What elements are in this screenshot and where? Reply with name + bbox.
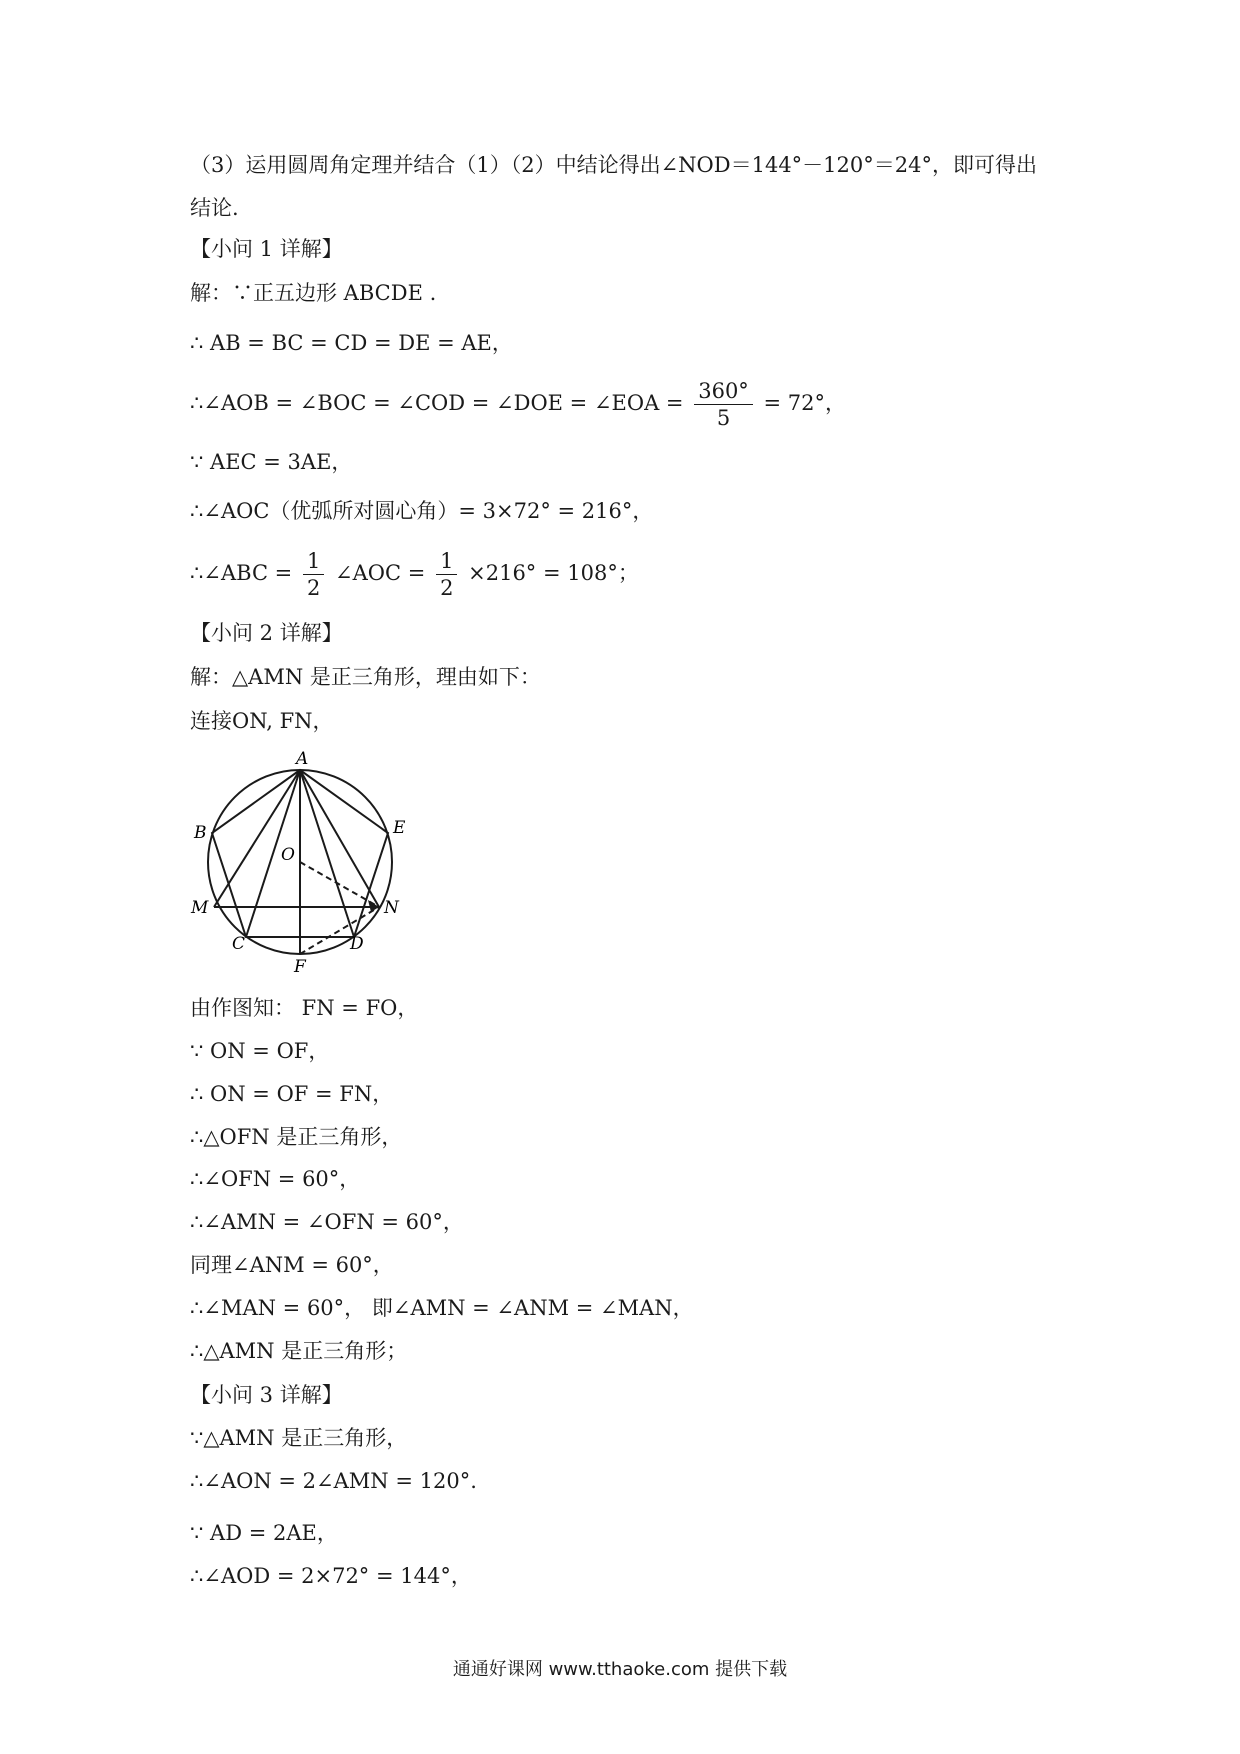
label-o: O: [281, 845, 295, 865]
text-line: ∵△AMN 是正三角形，: [190, 1426, 408, 1450]
fraction-numerator: 1: [303, 548, 324, 575]
equation-text: ∴∠AOB = ∠BOC = ∠COD = ∠DOE = ∠EOA =: [190, 391, 684, 415]
text-line: ∵ AEC = 3AE，: [190, 450, 353, 474]
geometry-figure: [185, 750, 415, 975]
text-line: ∴ AB = BC = CD = DE = AE，: [190, 331, 513, 355]
text-line: 同理∠ANM = 60°，: [190, 1253, 394, 1277]
equation-line: [190, 545, 639, 601]
section-heading: 【小问 2 详解】: [190, 621, 343, 645]
segment-an: [300, 770, 379, 907]
text-line: 由作图知： FN = FO，: [190, 996, 419, 1020]
equation-text: ∠AOC =: [335, 561, 426, 585]
label-b: B: [194, 823, 207, 843]
fraction: [436, 548, 457, 601]
text-line: ∴∠OFN = 60°，: [190, 1167, 361, 1191]
text-line: ∴∠AOC（优弧所对圆心角）= 3×72° = 216°，: [190, 499, 654, 523]
fraction-numerator: 360°: [694, 378, 753, 405]
fraction-denominator: 5: [716, 406, 731, 430]
text-line: ∴∠MAN = 60°， 即∠AMN = ∠ANM = ∠MAN，: [190, 1296, 694, 1320]
fraction-denominator: 2: [440, 576, 454, 600]
text-line: 解：∵正五边形 ABCDE .: [190, 281, 437, 305]
segment-fn-dashed: [300, 907, 379, 954]
fraction-denominator: 2: [306, 576, 321, 600]
text-line: ∴∠AOD = 2×72° = 144°，: [190, 1564, 472, 1588]
section-heading: 【小问 1 详解】: [190, 237, 343, 261]
label-n: N: [384, 898, 399, 918]
text-line: ∴∠AMN = ∠OFN = 60°，: [190, 1210, 464, 1234]
text-line: ∵ ON = OF，: [190, 1039, 330, 1063]
fraction-numerator: 1: [436, 548, 457, 575]
fraction: [694, 378, 753, 431]
text-line: ∴△AMN 是正三角形；: [190, 1339, 408, 1363]
text-line: （3）运用圆周角定理并结合（1）（2）中结论得出∠NOD＝144°－120°＝24°，即可得出: [190, 153, 1037, 177]
equation-text: = 72°，: [763, 391, 846, 415]
text-line: 结论.: [190, 196, 239, 220]
page-footer: 通通好课网 www.tthaoke.com 提供下载: [452, 1659, 788, 1680]
fraction: [303, 548, 324, 601]
text-line: ∴△OFN 是正三角形，: [190, 1125, 403, 1149]
label-d: D: [350, 934, 364, 954]
label-c: C: [232, 934, 246, 954]
label-m: M: [191, 898, 209, 918]
text-line: 连接ON, FN，: [190, 709, 334, 733]
text-line: ∴∠AON = 2∠AMN = 120°.: [190, 1469, 477, 1493]
equation-text: ∴∠ABC =: [190, 561, 293, 585]
section-heading: 【小问 3 详解】: [190, 1383, 343, 1407]
text-line: 解：△AMN 是正三角形，理由如下：: [190, 665, 541, 689]
label-e: E: [393, 818, 406, 838]
text-line: ∴ ON = OF = FN，: [190, 1082, 394, 1106]
text-line: ∵ AD = 2AE，: [190, 1521, 338, 1545]
label-f: F: [294, 957, 306, 975]
equation-text: ×216° = 108°；: [468, 561, 639, 585]
segment-ad: [300, 770, 354, 937]
label-a: A: [296, 750, 309, 769]
equation-line: [190, 375, 846, 431]
segment-am: [214, 770, 300, 907]
